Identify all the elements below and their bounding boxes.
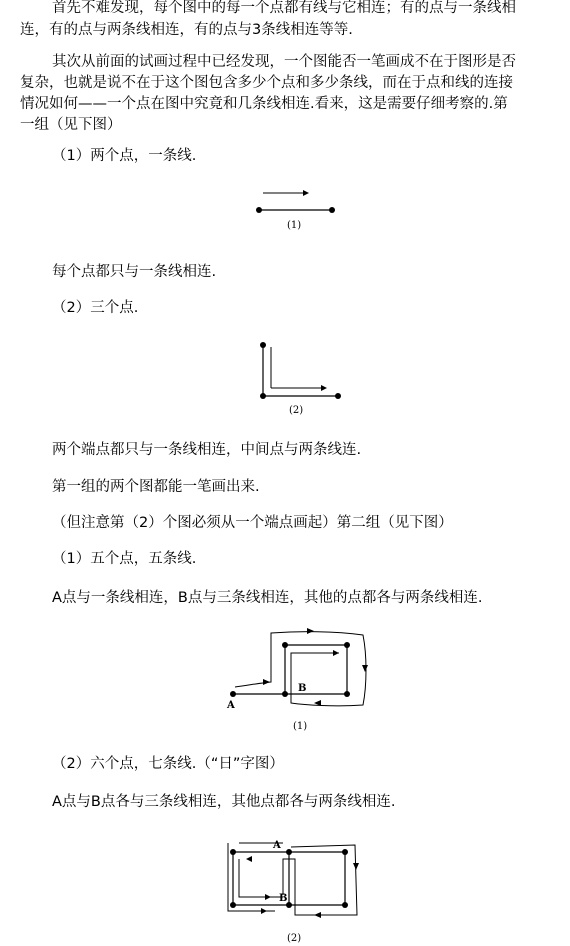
group1-item2-heading: （2）三个点.: [52, 300, 139, 316]
paragraph-line: 其次从前面的试画过程中已经发现，一个图能否一笔画成不在于图形是否: [52, 54, 516, 70]
group1-item2-note: 两个端点都只与一条线相连，中间点与两条线连.: [52, 442, 362, 458]
group2-item2-heading: （2）六个点，七条线.（“日”字图）: [52, 756, 284, 772]
group2-intro: （但注意第（2）个图必须从一个端点画起）第二组（见下图）: [52, 515, 453, 531]
figure-4-caption: (2): [287, 933, 302, 944]
paragraph-line: 首先不难发现，每个图中的每一个点都有线与它相连；有的点与一条线相: [52, 0, 516, 16]
paragraph-line: 连，有的点与两条线相连，有的点与3条线相连等等.: [20, 22, 353, 38]
figure-3-caption: (1): [293, 721, 308, 732]
figure-4-label-a: A: [273, 840, 281, 851]
paragraph-line: 复杂，也就是说不在于这个图包含多少个点和多少条线，而在于点和线的连接: [20, 75, 513, 91]
group1-item1-heading: （1）两个点，一条线.: [52, 148, 197, 164]
figure-3-label-b: B: [298, 683, 307, 694]
figure-2-three-points: [255, 337, 365, 422]
figure-4-label-b: B: [279, 893, 288, 904]
paragraph-line: 情况如何——一个点在图中究竟和几条线相连.看来，这是需要仔细考察的.第: [20, 96, 508, 112]
figure-4-ri-character: [225, 835, 375, 945]
figure-3-label-a: A: [227, 700, 235, 711]
figure-2-caption: (2): [289, 405, 304, 416]
figure-1-two-points: [245, 183, 365, 233]
group2-item1-heading: （1）五个点，五条线.: [52, 551, 197, 567]
group2-item1-note: A点与一条线相连，B点与三条线相连，其他的点都各与两条线相连.: [52, 590, 483, 606]
figure-3-five-points: [225, 625, 385, 735]
group2-item2-note: A点与B点各与三条线相连，其他点都各与两条线相连.: [52, 794, 396, 810]
group1-summary: 第一组的两个图都能一笔画出来.: [52, 479, 260, 495]
paragraph-line: 一组（见下图）: [20, 117, 122, 133]
group1-item1-note: 每个点都只与一条线相连.: [52, 264, 217, 280]
figure-1-caption: (1): [287, 220, 302, 231]
